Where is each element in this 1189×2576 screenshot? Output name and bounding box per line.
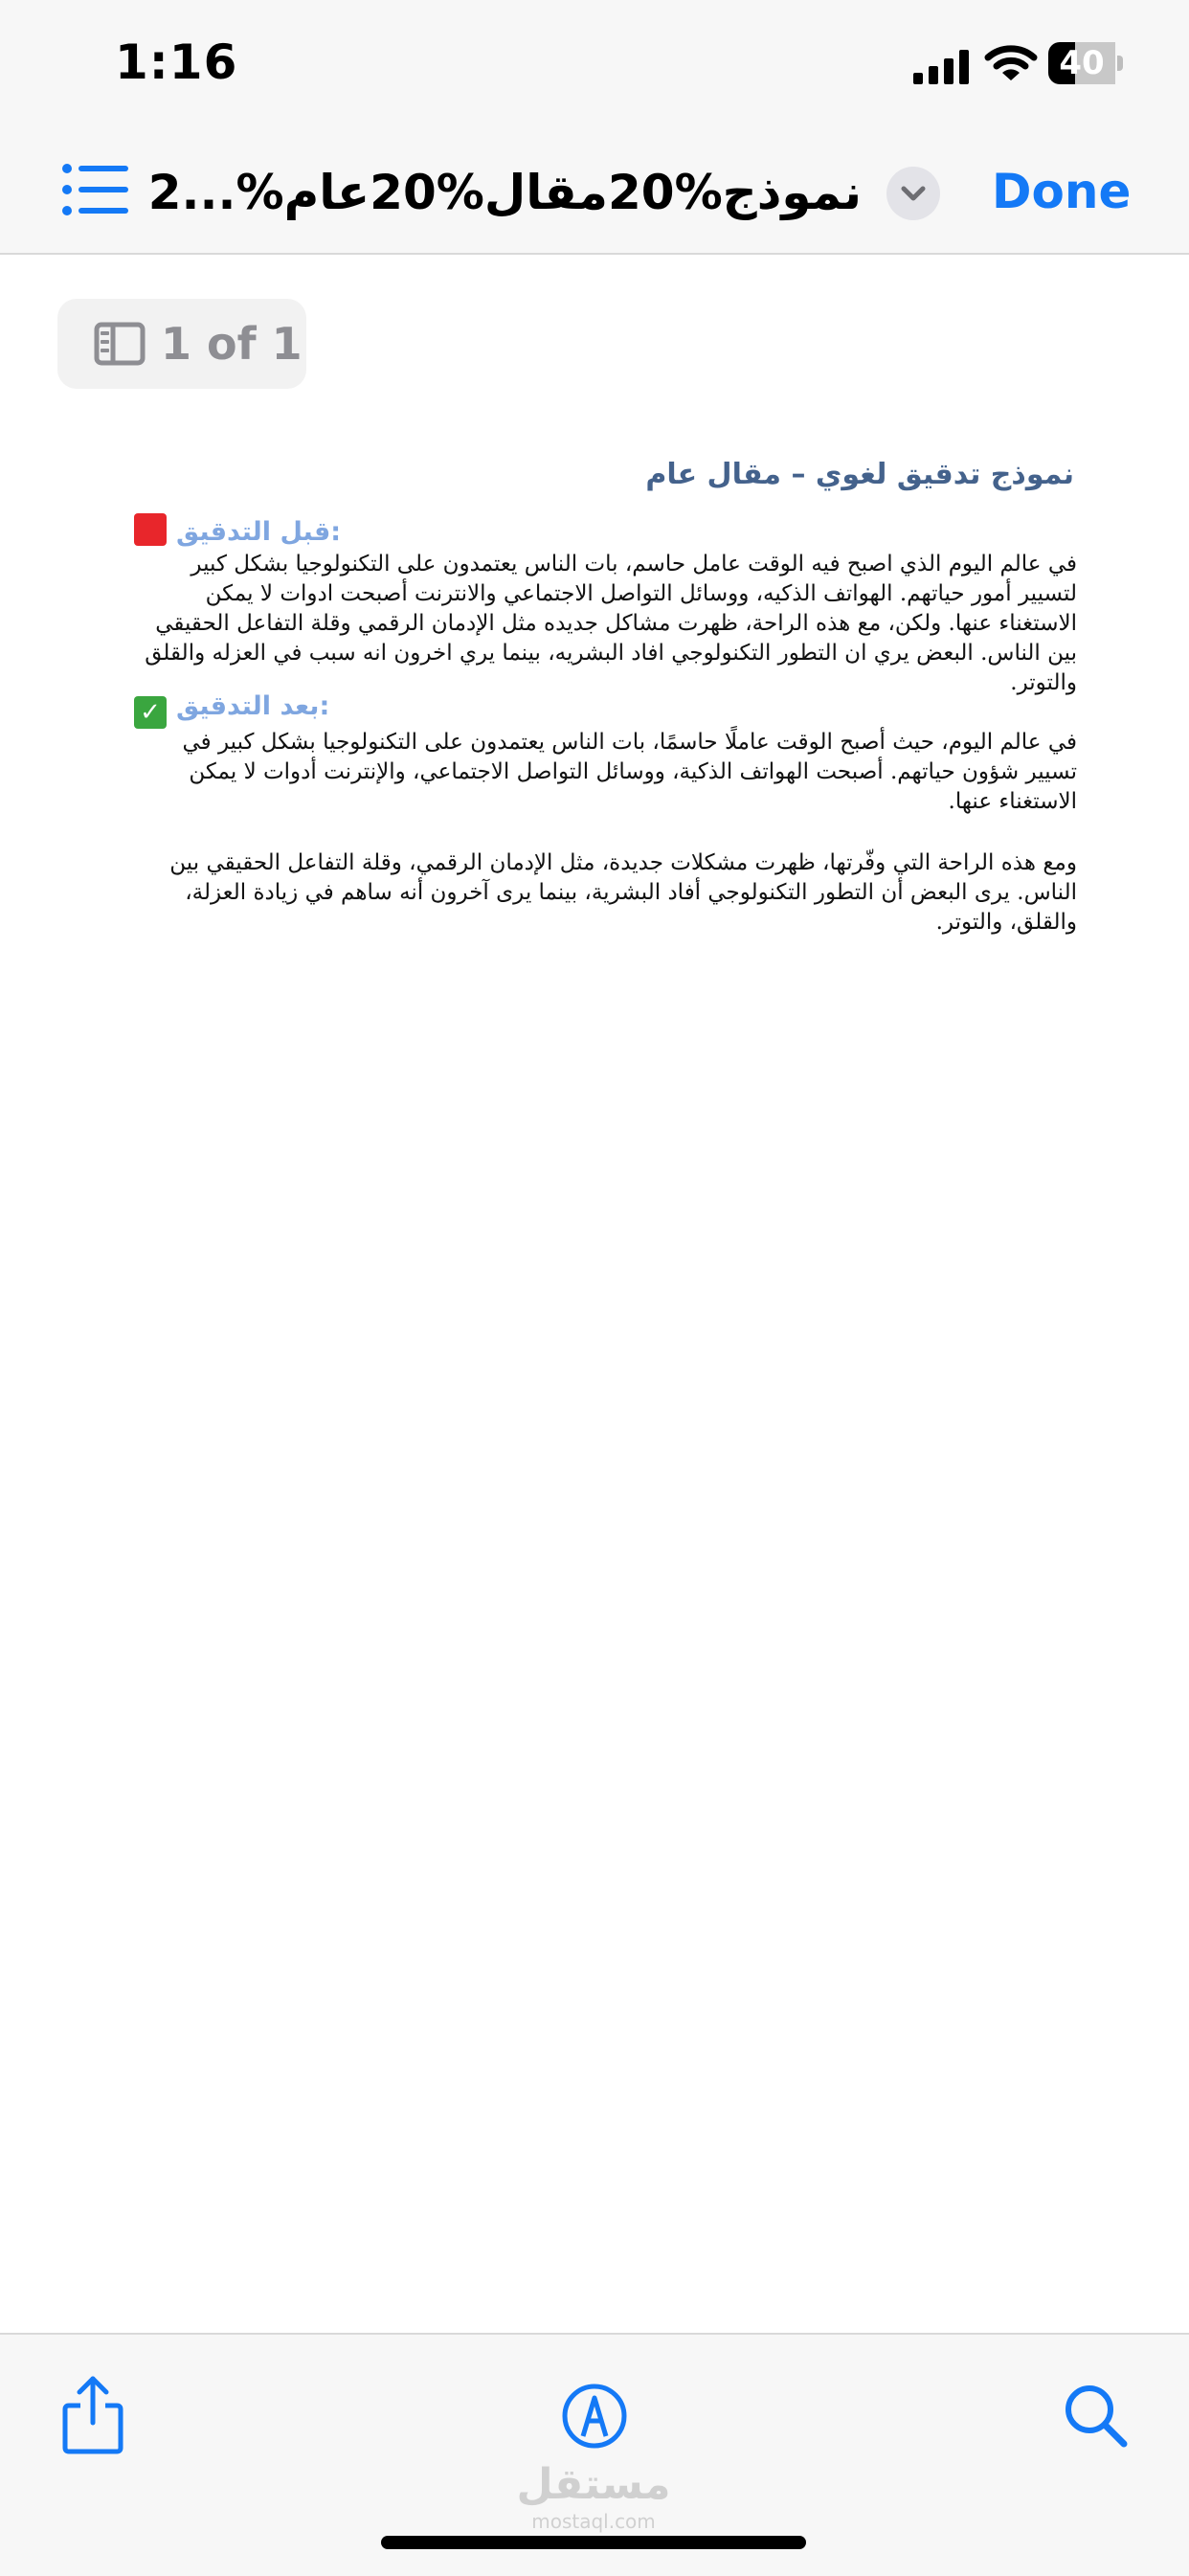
watermark-latin: mostaql.com [531,2510,656,2533]
page-indicator-label: 1 of 1 [161,318,303,370]
bottom-toolbar [0,2333,1189,2576]
battery-icon [1048,42,1123,84]
after-paragraph-2: ومع هذه الراحة التي وفّرتها، ظهرت مشكلات جديدة، مثل الإدمان الرقمي، وقلة التفاعل الحقيقي بين الناس. يرى البعض أن التطور التكنولوجي أفاد البشرية، بينما يرى آخرون أنه ساهم في زيادة العزلة، والقلق، والتوتر. [169,850,1077,935]
document-heading: نموذج تدقيق لغوي – مقال عام [645,458,1074,491]
share-icon[interactable] [59,2373,126,2455]
after-label-text: بعد التدقيق: [176,691,330,721]
red-square-icon [134,513,167,546]
battery-body [1048,42,1115,84]
check-mark-icon: ✓ [134,696,167,729]
watermark [507,2459,680,2532]
cellular-signal-icon [913,50,971,84]
after-paragraph-1: في عالم اليوم، حيث أصبح الوقت عاملًا حاسمًا، بات الناس يعتمدون على التكنولوجيا بشكل كبير في تسيير شؤون حياتهم. أصبحت الهواتف الذكية، ووسائل التواصل الاجتماعي، والإنترنت أدوات لا يمكن الاستغناء عنها. [182,730,1077,814]
battery-cap [1117,56,1123,71]
before-label-text: قبل التدقيق: [176,517,342,547]
markup-pen-icon[interactable] [561,2383,628,2450]
section-before-label [134,513,341,547]
navigation-bar [0,134,1189,255]
status-bar [0,0,1189,134]
page-indicator[interactable] [57,299,306,389]
document-title[interactable]: نموذج%20مقال%20عام%...2 [147,165,862,220]
before-paragraph: في عالم اليوم الذي اصبح فيه الوقت عامل حاسم، بات الناس يعتمدون على التكنولوجيا بشكل كبير لتسيير أمور حياتهم. الهواتف الذكيه، ووسائل التواصل الاجتماعي والانترنت أصبحت ادوات لا يمكن الاستغناء عنها. ولكن، مع هذه الراحة، ظهرت مشاكل جديده مثل الإدمان الرقمي وقلة التفاعل الحقيقي بين الناس. البعض يري ان التطور التكنولوجي افاد البشريه، بينما يري اخرون انه سبب في العزله والقلق والتوتر. [145,552,1077,695]
section-after-label [134,691,329,729]
wifi-icon [986,44,1036,82]
list-icon[interactable] [61,161,130,218]
search-icon[interactable] [1061,2381,1130,2450]
chevron-down-icon [886,167,940,220]
watermark-arabic: مستقل [516,2460,671,2509]
status-time: 1:16 [115,34,238,90]
home-indicator[interactable] [381,2536,806,2549]
title-menu-button[interactable] [886,167,940,220]
battery-level: 40 [1059,44,1105,82]
done-button[interactable]: Done [992,164,1132,219]
sidebar-icon [94,322,146,366]
